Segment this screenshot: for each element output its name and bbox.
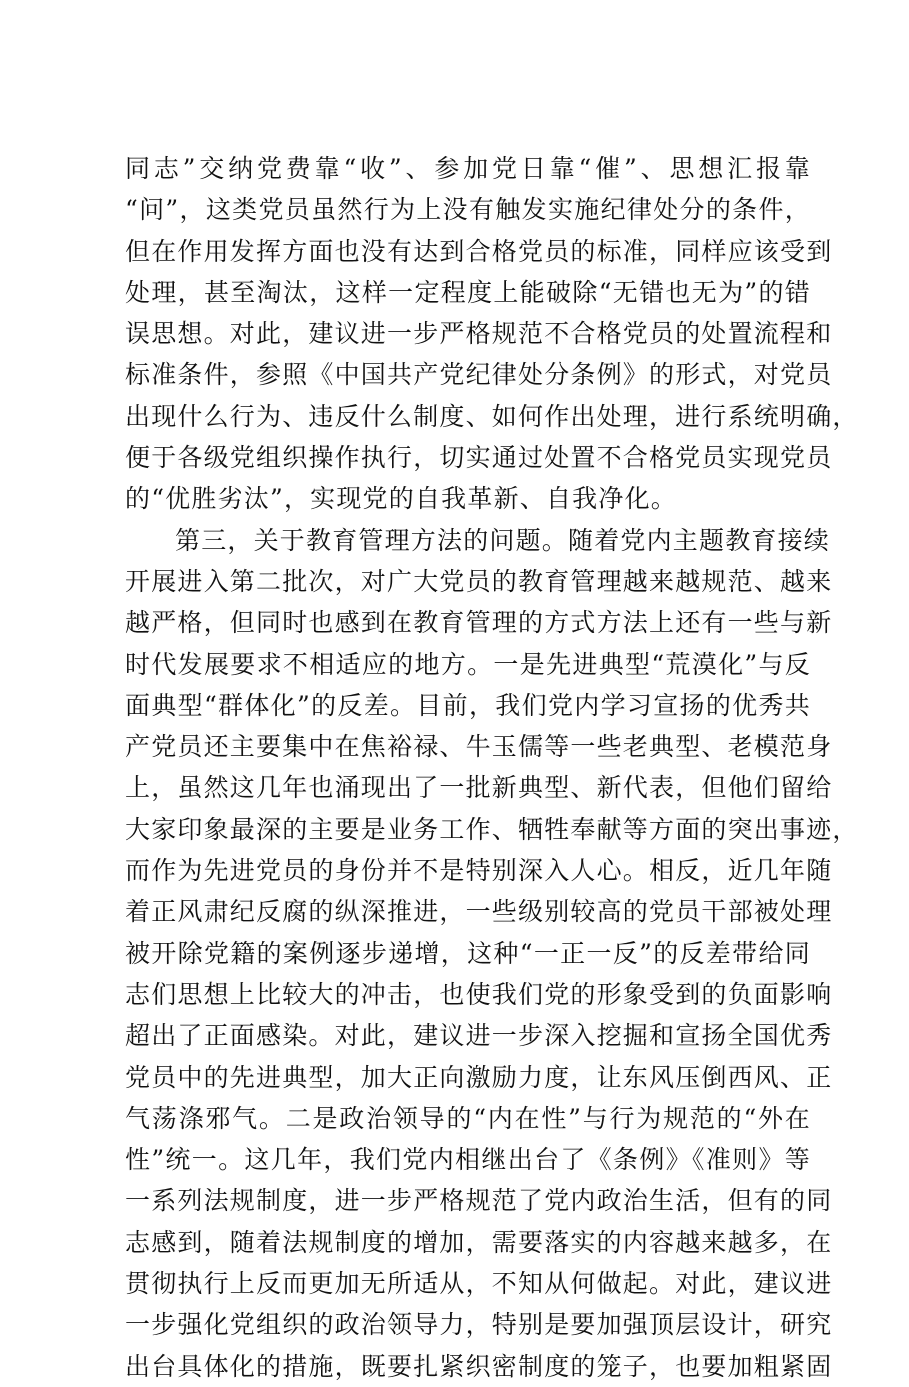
text-line: 但在作用发挥方面也没有达到合格党员的标准，同样应该受到 [125,236,833,266]
text-line: 产党员还主要集中在焦裕禄、牛玉儒等一些老典型、老模范身 [125,732,833,762]
text-line: 被开除党籍的案例逐步递增，这种“一正一反”的反差带给同 [125,938,811,968]
text-line: 上，虽然这几年也涌现出了一批新典型、新代表，但他们留给 [125,773,833,803]
text-line: 出现什么行为、违反什么制度、如何作出处理，进行系统明确， [125,401,859,431]
text-line: 志感到，随着法规制度的增加，需要落实的内容越来越多，在 [125,1227,833,1257]
text-line: 着正风肃纪反腐的纵深推进，一些级别较高的党员干部被处理 [125,897,833,927]
text-line: 时代发展要求不相适应的地方。一是先进典型“荒漠化”与反 [125,649,811,679]
text-line: 贯彻执行上反而更加无所适从，不知从何做起。对此，建议进 [125,1269,833,1299]
text-line: 气荡涤邪气。二是政治领导的“内在性”与行为规范的“外在 [125,1103,811,1133]
text-line: 一系列法规制度，进一步严格规范了党内政治生活，但有的同 [125,1186,833,1216]
text-line: 同志”交纳党费靠“收”、参加党日靠“催”、思想汇报靠 [125,154,811,183]
text-line: 便于各级党组织操作执行，切实通过处置不合格党员实现党员 [125,443,833,473]
text-line: 性”统一。这几年，我们党内相继出台了《条例》《准则》等 [125,1145,811,1175]
text-line: 党员中的先进典型，加大正向激励力度，让东风压倒西风、正 [125,1062,833,1092]
text-line: 越严格，但同时也感到在教育管理的方式方法上还有一些与新 [125,608,833,638]
text-line: 处理，甚至淘汰，这样一定程度上能破除“无错也无为”的错 [125,277,811,307]
text-line: 超出了正面感染。对此，建议进一步深入挖掘和宣扬全国优秀 [125,1021,833,1051]
paragraph-start-line: 第三，关于教育管理方法的问题。随着党内主题教育接续 [175,525,831,555]
text-line: “问”，这类党员虽然行为上没有触发实施纪律处分的条件， [125,195,811,225]
text-line: 标准条件，参照《中国共产党纪律处分条例》的形式，对党员 [125,360,833,390]
document-body-text [125,148,859,1387]
text-line: 出台具体化的措施，既要扎紧织密制度的笼子，也要加粗紧固 [125,1351,833,1381]
text-line: 而作为先进党员的身份并不是特别深入人心。相反，近几年随 [125,856,833,886]
text-line: 大家印象最深的主要是业务工作、牺牲奉献等方面的突出事迹， [125,814,859,844]
paragraph-end-line: 的“优胜劣汰”，实现党的自我革新、自我净化。 [125,484,677,514]
text-line: 志们思想上比较大的冲击，也使我们党的形象受到的负面影响 [125,979,833,1009]
text-line: 一步强化党组织的政治领导力，特别是要加强顶层设计，研究 [125,1310,833,1340]
text-line: 开展进入第二批次，对广大党员的教育管理越来越规范、越来 [125,566,833,596]
text-line: 面典型“群体化”的反差。目前，我们党内学习宣扬的优秀共 [125,690,811,720]
text-line: 误思想。对此，建议进一步严格规范不合格党员的处置流程和 [125,319,833,349]
